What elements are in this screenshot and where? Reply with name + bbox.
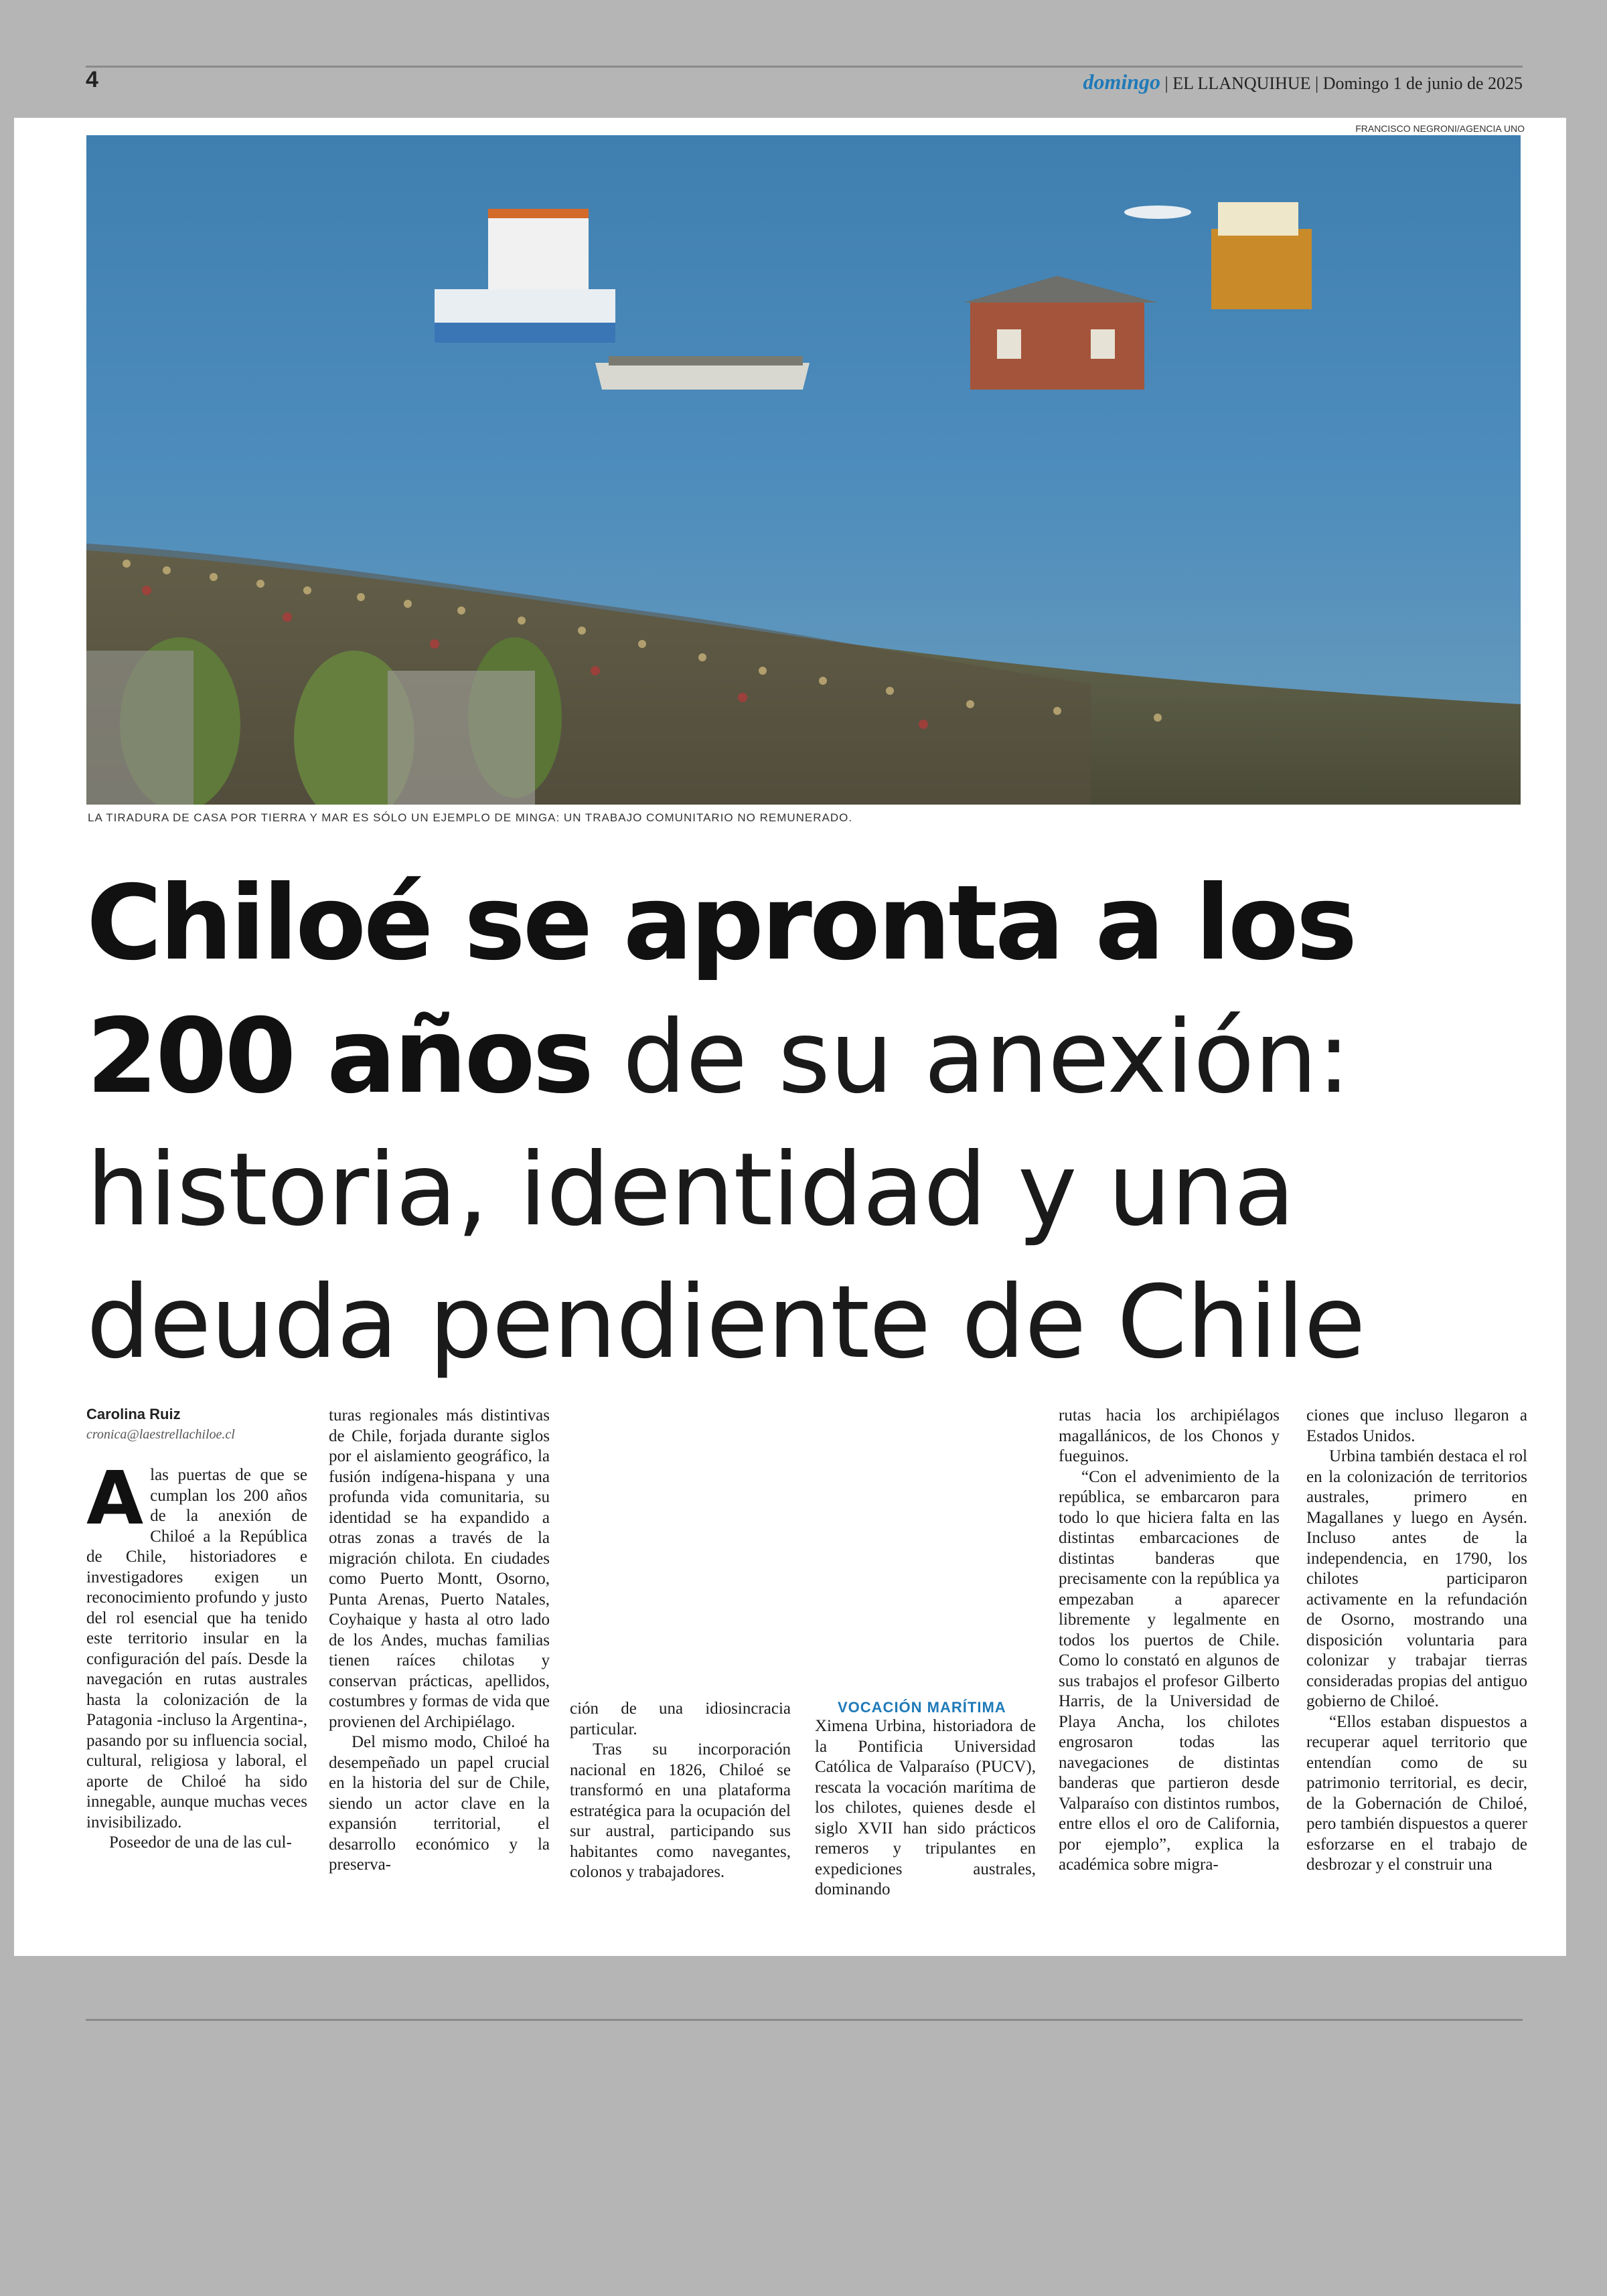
- headline-light-line-4: deuda pendiente de Chile: [86, 1264, 1365, 1381]
- photo-caption: LA TIRADURA DE CASA POR TIERRA Y MAR ES SÓLO UN EJEMPLO DE MINGA: UN TRABAJO COMUNITARIO NO REMUNERADO.: [88, 811, 853, 824]
- article-column-2: [329, 1406, 550, 1876]
- bottom-rule: [86, 2019, 1523, 2021]
- paragraph: Tras su incorporación nacional en 1826, Chiloé se transformó en una plataforma estratégica para la ocupación del sur austral, participando sus habitantes como navegantes, colonos y trabajadores.: [570, 1740, 791, 1881]
- headline-light-line-3: historia, identidad y una: [86, 1132, 1295, 1248]
- byline-author: Carolina Ruiz: [86, 1406, 181, 1422]
- paragraph: Urbina también destaca el rol en la colonización de territorios australes, primero en Magallanes y luego en Aysén. Incluso antes de la independencia, en 1790, los chilotes participaron activamente en la refundación de Osorno, mostrando una disposición voluntaria para colonizar y trabajar tierras consideradas propias del antiguo gobierno de Chiloé.: [1306, 1447, 1527, 1710]
- headline-bold-line-2: 200 años: [86, 997, 592, 1117]
- article-column-1: [86, 1406, 307, 1854]
- paragraph: ción de una idiosincracia particular.: [570, 1700, 791, 1738]
- issue-date: Domingo 1 de junio de 2025: [1322, 74, 1523, 93]
- lead-paragraph-text: las puertas de que se cumplan los 200 años de la anexión de Chiloé a la República de Chile, historiadores e investigadores exigen un reconocimiento profundo y justo del rol esencial que ha tenido este territorio insular en la configuración del país. Desde la navegación en rutas australes hasta la colonización de la Patagonia -incluso la Argentina-, pasando por su influencia social, cultural, religiosa y laboral, el aporte de Chiloé ha sido innegable, aunque muchas veces invisibilizado.: [86, 1466, 307, 1831]
- paragraph: Poseedor de una de las cul-: [109, 1833, 292, 1852]
- article-column-5: [1059, 1406, 1280, 1876]
- headline-bold-line-1: Chiloé se apronta a los: [86, 864, 1355, 983]
- paragraph: Del mismo modo, Chiloé ha desempeñado un papel crucial en la historia del sur de Chile, siendo un actor clave en la expansión territorial, el desarrollo económico y la preserva-: [329, 1733, 550, 1874]
- section-subhead: VOCACIÓN MARÍTIMA: [838, 1699, 1006, 1716]
- photo-credit: FRANCISCO NEGRONI/AGENCIA UNO: [1355, 123, 1525, 134]
- article-column-4: [815, 1699, 1036, 1900]
- byline-email[interactable]: cronica@laestrellachiloe.cl: [86, 1427, 235, 1442]
- article-column-6: [1306, 1406, 1527, 1876]
- news-photo: [86, 135, 1521, 805]
- headline-light-line-2: de su anexión:: [591, 999, 1351, 1116]
- top-rule: [86, 66, 1523, 68]
- lead-paragraph: [86, 1455, 307, 1833]
- paragraph: rutas hacia los archipiélagos magallánicos, de los Chonos y fueguinos.: [1059, 1406, 1280, 1465]
- headline: [86, 857, 1546, 1389]
- drop-cap: A: [86, 1455, 144, 1541]
- paragraph: “Ellos estaban dispuestos a recuperar aquel territorio que entendían como de su patrimonio territorial, es decir, de la Gobernación de Chiloé, pero también dispuestos a querer esforzarse en el trabajo de desbrozar y el construir una: [1306, 1712, 1527, 1874]
- masthead: domingo | EL LLANQUIHUE | Domingo 1 de junio de 2025: [1083, 70, 1523, 94]
- newspaper-name: EL LLANQUIHUE: [1172, 74, 1311, 93]
- paragraph: “Con el advenimiento de la república, se embarcaron para todo lo que hiciera falta en las distintas embarcaciones de distintas banderas que precisamente con la república ya empezaban a aparecer libremente y legalmente en todos los puertos de Chile. Como lo constató en algunos de sus trabajos el profesor Gilberto Harris, de la Universidad de Playa Ancha, los chilotes engrosaron todas las navegaciones de distintas banderas que partieron desde Valparaíso con distintos rumbos, entre ellos el oro de California, por ejemplo”, explica la académica sobre migra-: [1059, 1467, 1280, 1874]
- paragraph: ciones que incluso llegaron a Estados Unidos.: [1306, 1406, 1527, 1445]
- section-name: domingo: [1083, 70, 1161, 94]
- paragraph: Ximena Urbina, historiadora de la Pontificia Universidad Católica de Valparaíso (PUCV), rescata la vocación marítima de los chilotes, quienes desde el siglo XVII han sido prácticos remeros y tripulantes en expediciones australes, dominando: [815, 1717, 1036, 1898]
- paragraph: turas regionales más distintivas de Chile, forjada durante siglos por el aislamiento geográfico, la fusión indígena-hispana y una profunda vida comunitaria, su identidad se ha expandido a otras zonas a través de la migración chilota. En ciudades como Puerto Montt, Osorno, Punta Arenas, Puerto Natales, Coyhaique y hasta al otro lado de los Andes, muchas familias tienen raíces chilotas y conservan prácticas, apellidos, costumbres y formas de vida que provienen del Archipiélago.: [329, 1406, 550, 1731]
- article-column-3: [570, 1699, 791, 1883]
- page-number: 4: [86, 67, 98, 92]
- article-page: [14, 118, 1566, 1956]
